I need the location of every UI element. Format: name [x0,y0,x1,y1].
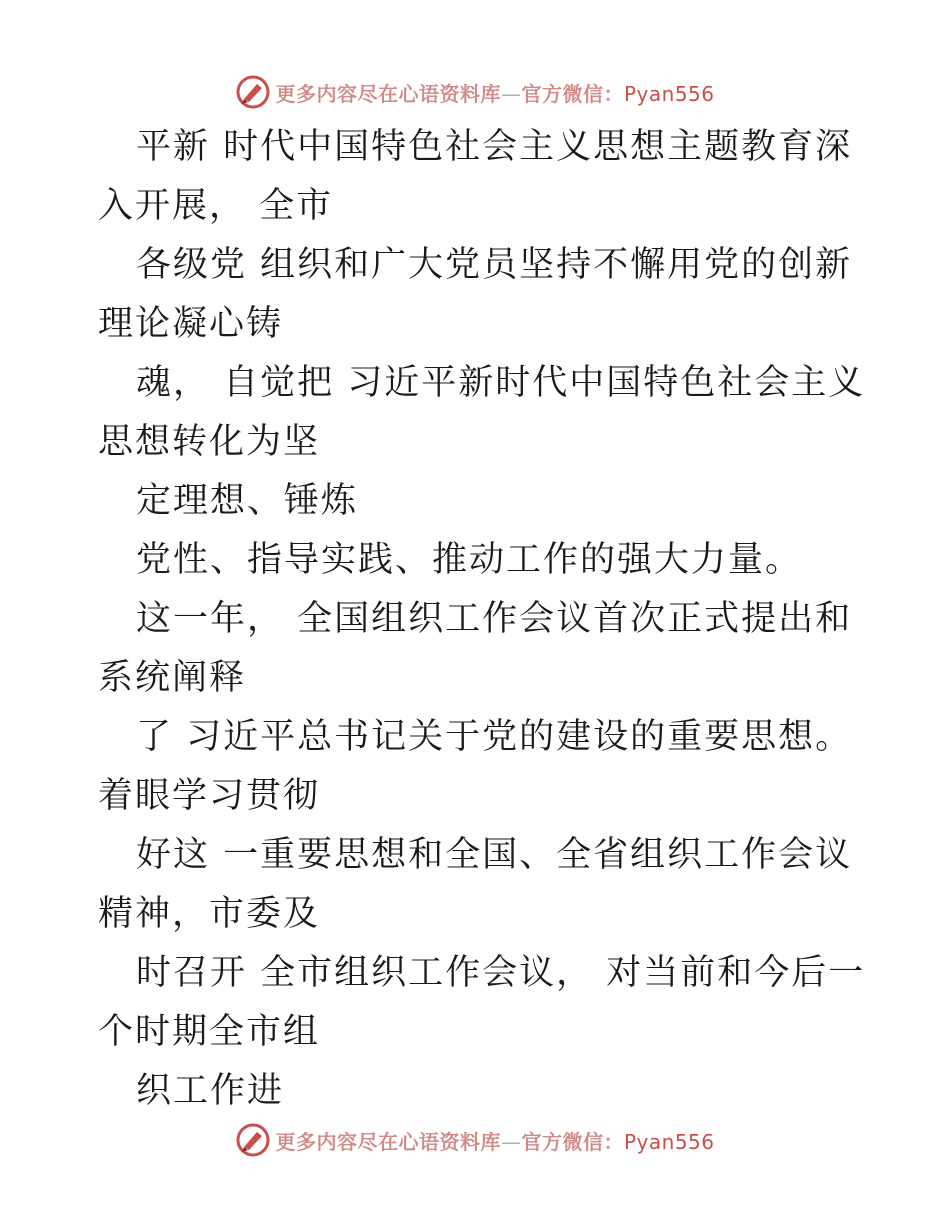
watermark-site-text: 更多内容尽在心语资料库 [275,1129,501,1154]
watermark-dash: — [500,81,522,106]
watermark-official-label: 官方微信： [521,81,624,106]
paragraph: 了 习近平总书记关于党的建设的重要思想。着眼学习贯彻 [98,717,853,816]
pen-circle-logo-icon [235,1122,271,1158]
paragraph: 织工作进 [136,1071,285,1111]
pen-circle-logo-icon [235,74,271,110]
paragraph: 魂， 自觉把 习近平新时代中国特色社会主义思想转化为坚 [98,363,866,462]
footer-watermark [0,1118,950,1162]
watermark-official-label: 官方微信： [521,1129,624,1154]
paragraph: 党性、指导实践、推动工作的强大力量。 [136,540,803,580]
paragraph: 平新 时代中国特色社会主义思想主题教育深入开展， 全市 [98,127,853,226]
paragraph: 定理想、锤炼 [136,481,359,521]
paragraph: 这一年， 全国组织工作会议首次正式提出和系统阐释 [98,599,853,698]
watermark-wechat-id: Pyan556 [623,1129,715,1154]
watermark-wechat-id: Pyan556 [623,81,715,106]
watermark-site-text: 更多内容尽在心语资料库 [275,81,501,106]
paragraph: 时召开 全市组织工作会议， 对当前和今后一个时期全市组 [98,953,866,1052]
document-body [98,118,878,1121]
header-watermark [0,70,950,114]
paragraph: 各级党 组织和广大党员坚持不懈用党的创新理论凝心铸 [98,245,853,344]
paragraph: 好这 一重要思想和全国、全省组织工作会议精神，市委及 [98,835,853,934]
watermark-dash: — [500,1129,522,1154]
